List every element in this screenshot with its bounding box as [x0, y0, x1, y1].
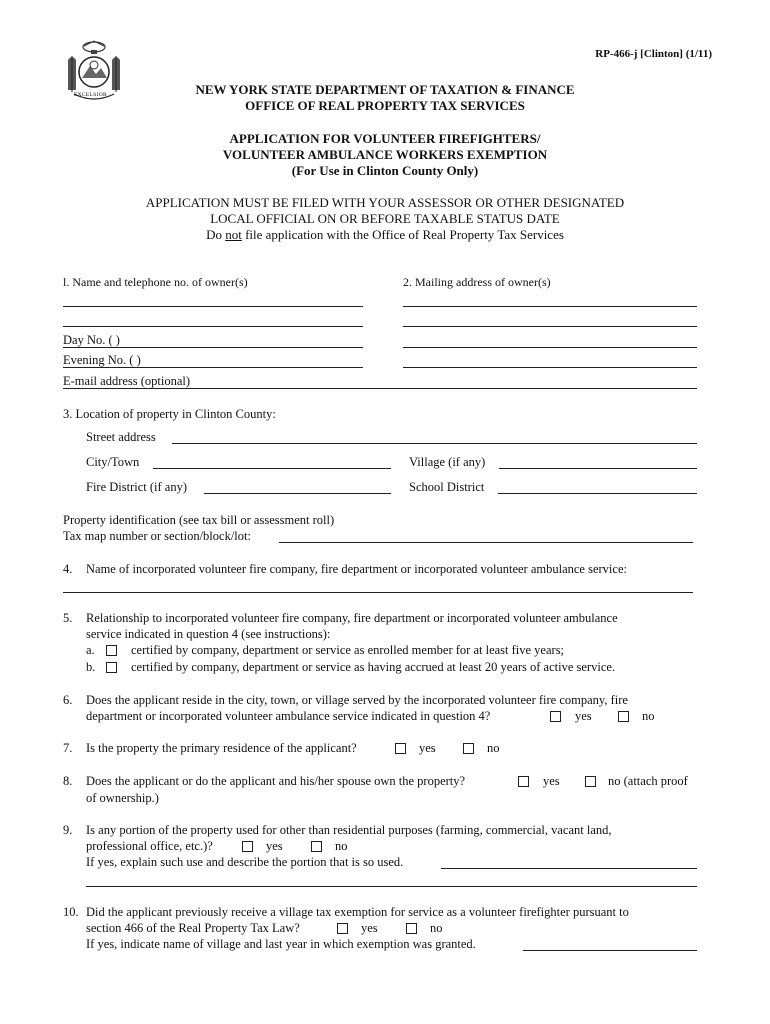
q10-no-label: no [430, 921, 443, 935]
street-address-line[interactable] [172, 443, 697, 444]
q1-label: l. Name and telephone no. of owner(s) [63, 275, 248, 289]
school-district-line[interactable] [498, 493, 697, 494]
q3-label: 3. Location of property in Clinton County: [63, 407, 276, 421]
q7-yes-checkbox[interactable] [395, 743, 406, 754]
q10-line3: If yes, indicate name of village and last year in which exemption was granted. [86, 937, 476, 951]
evening-phone-label: Evening No. ( ) [63, 353, 141, 367]
mailing-address-line-2[interactable] [403, 326, 697, 327]
q6-number: 6. [63, 693, 73, 707]
q10-village-year-line[interactable] [523, 950, 697, 951]
street-address-label: Street address [86, 430, 156, 444]
q8-no-label: no (attach proof [608, 774, 688, 788]
filing-instruction-line2: LOCAL OFFICIAL ON OR BEFORE TAXABLE STATUS DATE [210, 211, 560, 226]
q8-number: 8. [63, 774, 73, 788]
q5-option-b-checkbox[interactable] [106, 662, 117, 673]
q9-no-label: no [335, 839, 348, 853]
q9-line2: professional office, etc.)? [86, 839, 213, 853]
q10-yes-label: yes [361, 921, 378, 935]
q8-yes-label: yes [543, 774, 560, 788]
form-title-line3: (For Use in Clinton County Only) [291, 163, 479, 178]
form-code: RP-466-j [Clinton] (1/11) [595, 48, 712, 60]
mailing-address-line-4[interactable] [403, 367, 697, 368]
q7-number: 7. [63, 741, 73, 755]
email-line[interactable] [63, 388, 697, 389]
q5-line2: service indicated in question 4 (see instructions): [86, 627, 331, 641]
q8-no-checkbox[interactable] [585, 776, 596, 787]
q5-number: 5. [63, 611, 73, 625]
q5-option-b-text: certified by company, department or service as having accrued at least 20 years of active service. [131, 660, 616, 674]
q6-no-checkbox[interactable] [618, 711, 629, 722]
q7-text: Is the property the primary residence of the applicant? [86, 741, 357, 755]
dept-heading: NEW YORK STATE DEPARTMENT OF TAXATION & FINANCE [195, 82, 575, 97]
q9-explain-line-1[interactable] [441, 868, 697, 869]
q9-line3: If yes, explain such use and describe the portion that is so used. [86, 855, 404, 869]
day-phone-label: Day No. ( ) [63, 333, 120, 347]
filing-instruction-line1: APPLICATION MUST BE FILED WITH YOUR ASSESSOR OR OTHER DESIGNATED [145, 195, 625, 210]
q10-line1: Did the applicant previously receive a village tax exemption for service as a volunteer firefighter pursuant to [86, 905, 629, 919]
q9-yes-checkbox[interactable] [242, 841, 253, 852]
q4-number: 4. [63, 562, 73, 576]
q9-no-checkbox[interactable] [311, 841, 322, 852]
q7-no-checkbox[interactable] [463, 743, 474, 754]
day-phone-line[interactable] [63, 347, 363, 348]
village-label: Village (if any) [409, 455, 486, 469]
city-town-label: City/Town [86, 455, 140, 469]
mailing-address-line-3[interactable] [403, 347, 697, 348]
evening-phone-line[interactable] [63, 367, 363, 368]
owner-name-line-2[interactable] [63, 326, 363, 327]
q10-line2: section 466 of the Real Property Tax Law? [86, 921, 300, 935]
tax-map-line[interactable] [279, 542, 693, 543]
q10-number: 10. [63, 905, 79, 919]
tax-map-label: Tax map number or section/block/lot: [63, 529, 251, 543]
q6-line1: Does the applicant reside in the city, town, or village served by the incorporated volunteer fire company, fire [86, 693, 628, 707]
q7-no-label: no [487, 741, 500, 755]
q5-option-b-letter: b. [86, 660, 96, 674]
q5-option-a-letter: a. [86, 643, 95, 657]
city-town-line[interactable] [153, 468, 391, 469]
q9-yes-label: yes [266, 839, 283, 853]
office-heading: OFFICE OF REAL PROPERTY TAX SERVICES [245, 98, 525, 113]
q2-label: 2. Mailing address of owner(s) [403, 275, 551, 289]
fire-district-line[interactable] [204, 493, 391, 494]
q6-yes-label: yes [575, 709, 592, 723]
q5-line1: Relationship to incorporated volunteer fire company, fire department or incorporated volunteer ambulance [86, 611, 618, 625]
property-id-label: Property identification (see tax bill or assessment roll) [63, 513, 335, 527]
q6-yes-checkbox[interactable] [550, 711, 561, 722]
q8-yes-checkbox[interactable] [518, 776, 529, 787]
q8-line2: of ownership.) [86, 791, 159, 805]
owner-name-line-1[interactable] [63, 306, 363, 307]
q4-text: Name of incorporated volunteer fire company, fire department or incorporated volunteer ambulance service: [86, 562, 627, 576]
form-title-line2: VOLUNTEER AMBULANCE WORKERS EXEMPTION [222, 147, 548, 162]
fire-district-label: Fire District (if any) [86, 480, 188, 494]
email-label: E-mail address (optional) [63, 374, 191, 388]
school-district-label: School District [409, 480, 485, 494]
q7-yes-label: yes [419, 741, 436, 755]
q10-no-checkbox[interactable] [406, 923, 417, 934]
q6-no-label: no [642, 709, 655, 723]
q9-line1: Is any portion of the property used for other than residential purposes (farming, commercial, vacant land, [86, 823, 612, 837]
mailing-address-line-1[interactable] [403, 306, 697, 307]
q6-line2: department or incorporated volunteer ambulance service indicated in question 4? [86, 709, 491, 723]
q5-option-a-checkbox[interactable] [106, 645, 117, 656]
q8-text: Does the applicant or do the applicant and his/her spouse own the property? [86, 774, 466, 788]
filing-instruction-line3: Do not file application with the Office of Real Property Tax Services [206, 227, 564, 242]
q9-number: 9. [63, 823, 73, 837]
q9-explain-line-2[interactable] [86, 886, 697, 887]
q4-answer-line[interactable] [63, 592, 693, 593]
q10-yes-checkbox[interactable] [337, 923, 348, 934]
q5-option-a-text: certified by company, department or service as enrolled member for at least five years; [131, 643, 565, 657]
seal-motto: EXCELSIOR [74, 92, 107, 98]
village-line[interactable] [499, 468, 697, 469]
form-title-line1: APPLICATION FOR VOLUNTEER FIREFIGHTERS/ [229, 131, 541, 146]
